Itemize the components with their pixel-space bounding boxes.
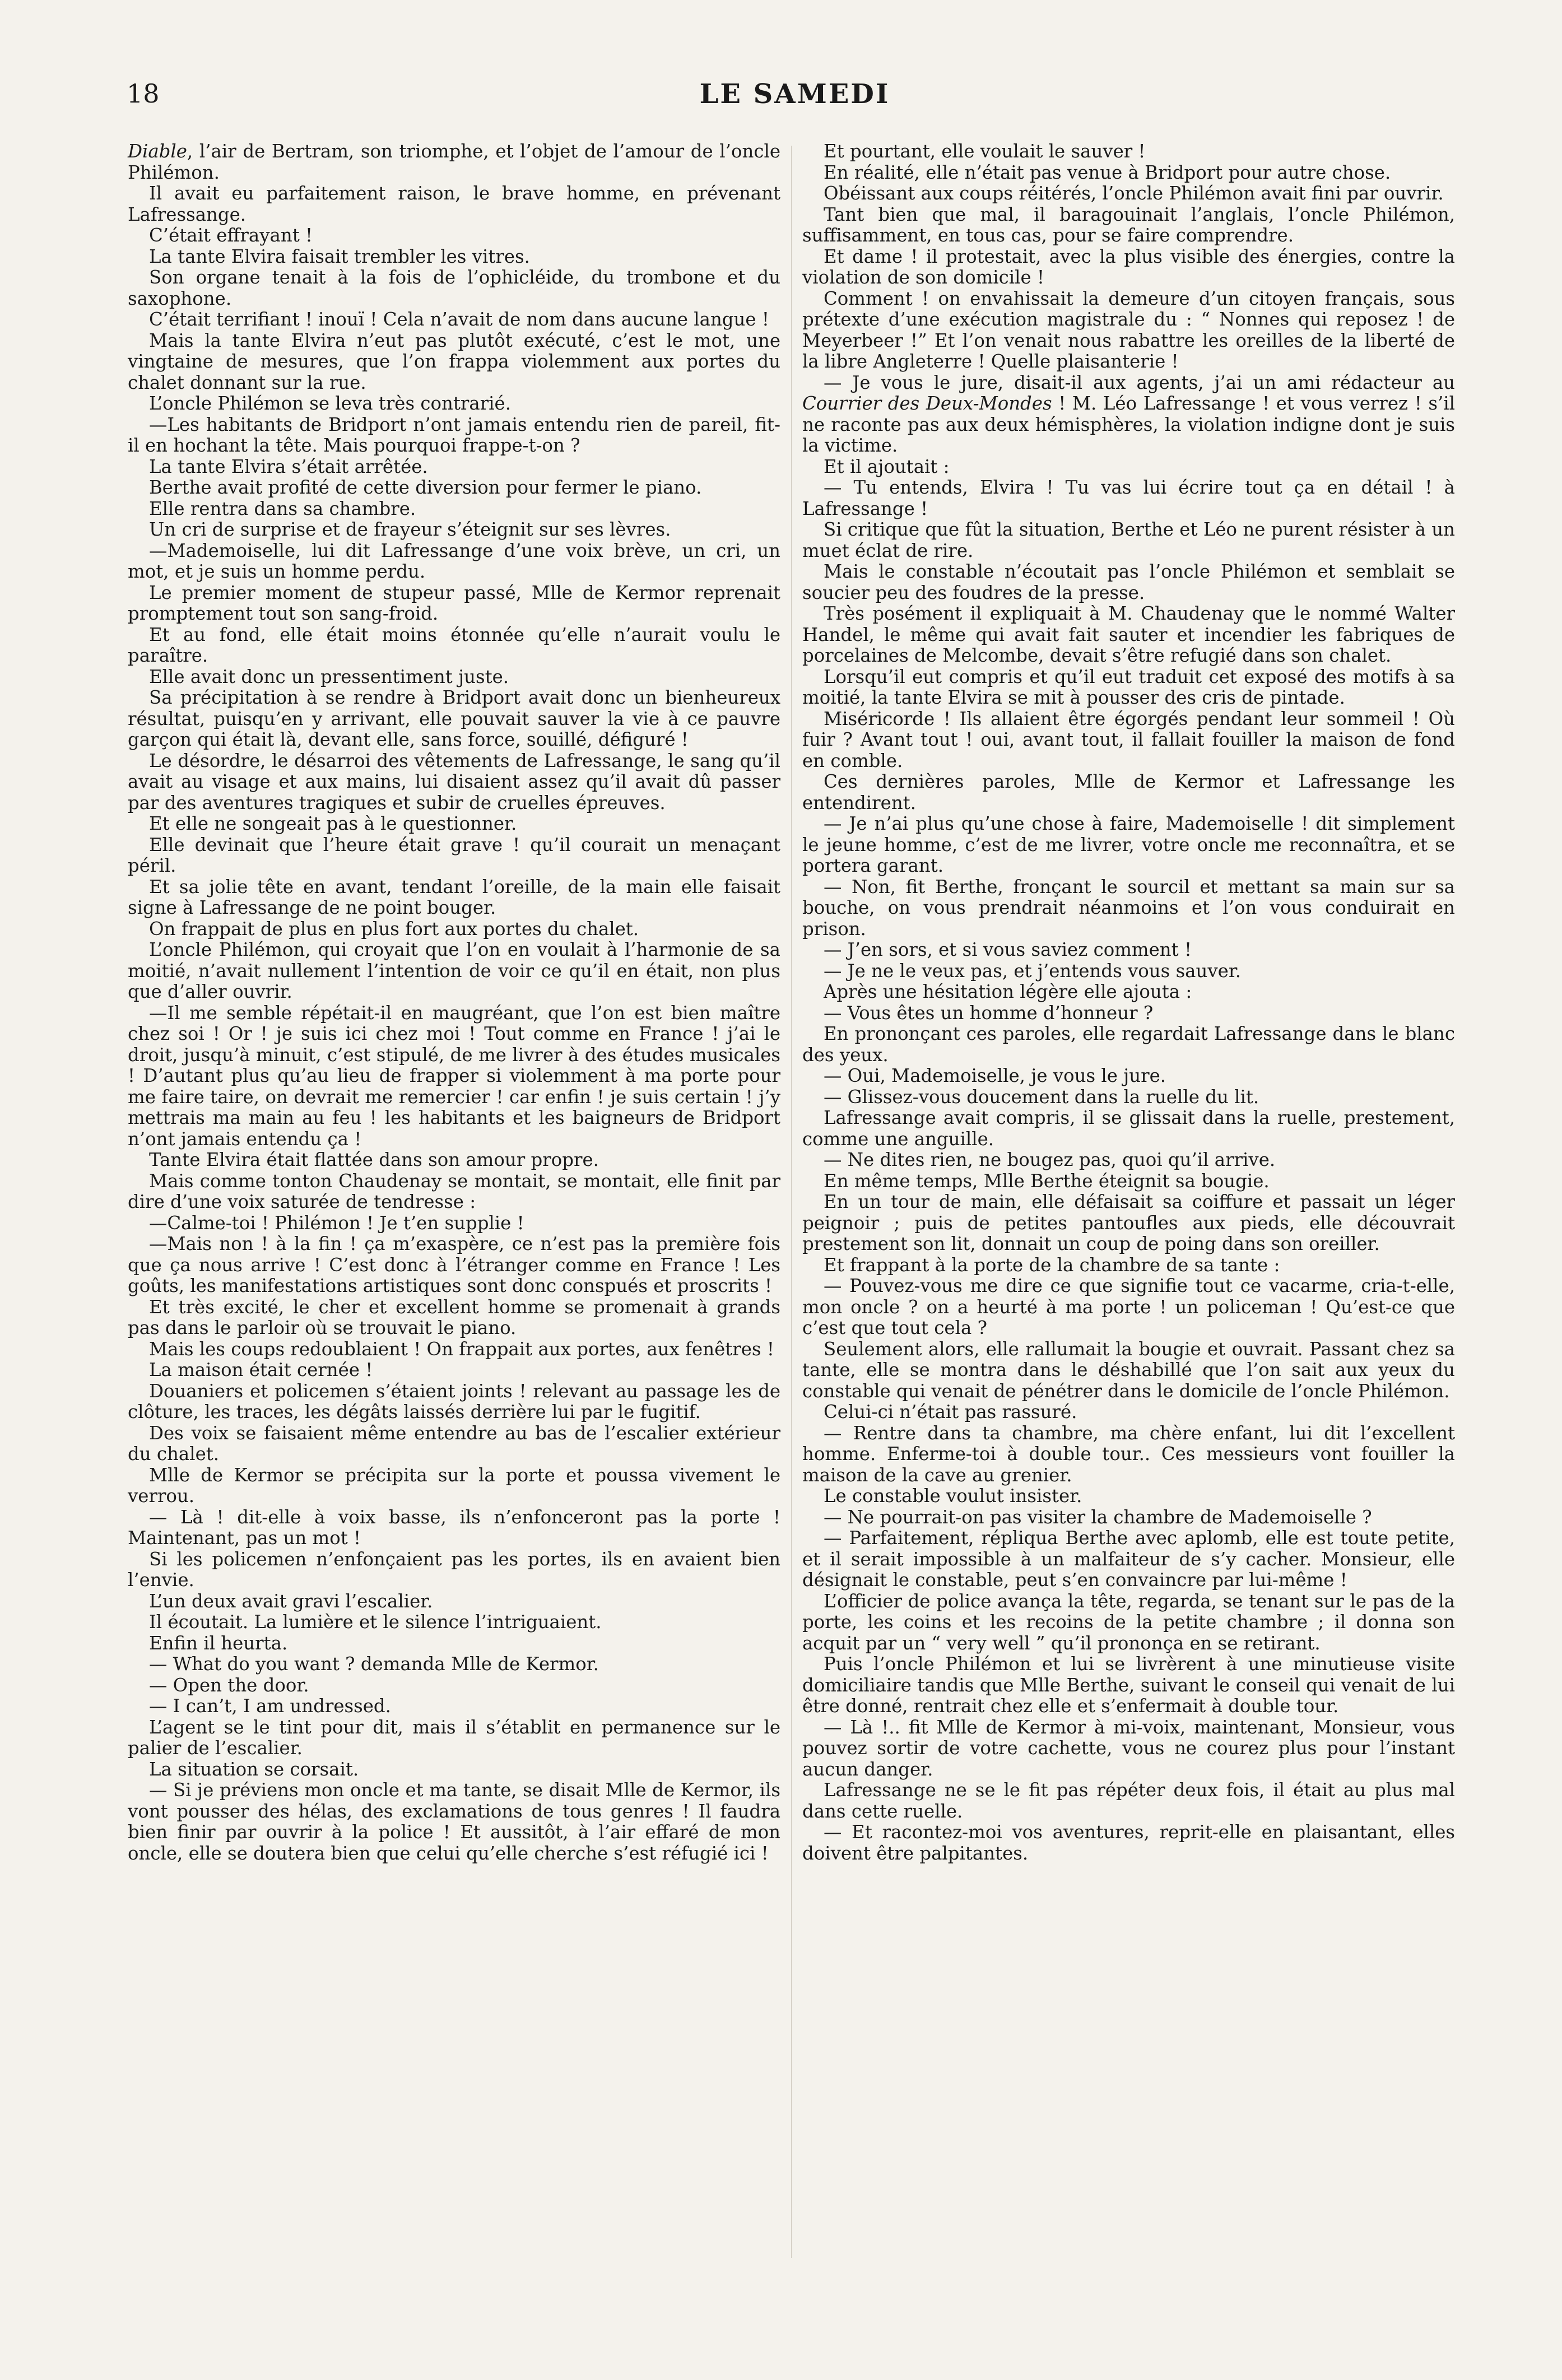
- paragraph: Sa précipitation à se rendre à Bridport avait donc un bienheureux résultat, puisqu’en y arrivant, elle pouvait sauver la vie à ce pauvre garçon qui était là, devant elle, sans force, souillé, défiguré !: [128, 687, 780, 750]
- paragraph: La situation se corsait.: [149, 1758, 359, 1780]
- paragraph: Des voix se faisaient même entendre au bas de l’escalier extérieur du chalet.: [128, 1422, 780, 1465]
- paragraph: — J’en sors, et si vous saviez comment !: [824, 939, 1192, 960]
- paragraph: Si les policemen n’enfonçaient pas les portes, ils en avaient bien l’envie.: [128, 1548, 780, 1591]
- paragraph: L’oncle Philémon, qui croyait que l’on en voulait à l’harmonie de sa moitié, n’avait nullement l’intention de voir ce qu’il en était, non plus que d’aller ouvrir.: [128, 939, 780, 1002]
- paragraph: — Parfaitement, répliqua Berthe avec aplomb, elle est toute petite, et il serait impossible à un malfaiteur de s’y cacher. Monsieur, elle désignait le constable, peut s’en convaincre par lui-même !: [802, 1527, 1455, 1591]
- paragraph: — Non, fit Berthe, fronçant le sourcil et mettant sa main sur sa bouche, on vous prendrait néanmoins et l’on vous conduirait en prison.: [802, 876, 1455, 940]
- paragraph: — Tu entends, Elvira ! Tu vas lui écrire tout ça en détail ! à Lafressange !: [802, 477, 1455, 519]
- paragraph: Elle avait donc un pressentiment juste.: [149, 666, 509, 687]
- paragraph: — I can’t, I am undressed.: [149, 1695, 391, 1717]
- paragraph: La maison était cernée !: [149, 1359, 373, 1380]
- paragraph: Mais les coups redoublaient ! On frappait aux portes, aux fenêtres !: [149, 1338, 774, 1360]
- page-number: 18: [127, 78, 160, 109]
- paragraph: C’était terrifiant ! inouï ! Cela n’avait de nom dans aucune langue !: [149, 309, 769, 330]
- paragraph: — Vous êtes un homme d’honneur ?: [824, 1002, 1154, 1024]
- paragraph: Miséricorde ! Ils allaient être égorgés pendant leur sommeil ! Où fuir ? Avant tout ! oui, avant tout, il fallait fouiller la maison de fond en comble.: [802, 708, 1455, 771]
- paragraph: — Je vous le jure, disait-il aux agents, j’ai un ami rédacteur au Courrier des Deux-Mondes ! M. Léo Lafressange ! et vous verrez ! s’il ne raconte pas aux deux hémisphères, la violation indigne dont je suis la victime.: [802, 371, 1455, 456]
- paragraph: En prononçant ces paroles, elle regardait Lafressange dans le blanc des yeux.: [802, 1023, 1455, 1066]
- paragraph: — Ne dites rien, ne bougez pas, quoi qu’il arrive.: [824, 1149, 1276, 1170]
- paragraph: Son organe tenait à la fois de l’ophicléide, du trombone et du saxophone.: [128, 267, 780, 309]
- paragraph: — Pouvez-vous me dire ce que signifie tout ce vacarme, cria-t-elle, mon oncle ? on a heurté à ma porte ! un policeman ! Qu’est-ce que c’est que tout cela ?: [802, 1275, 1455, 1338]
- paragraph: Lorsqu’il eut compris et qu’il eut traduit cet exposé des motifs à sa moitié, la tante Elvira se mit à pousser des cris de pintade.: [802, 666, 1455, 708]
- paragraph: Elle rentra dans sa chambre.: [149, 498, 416, 519]
- paragraph: L’agent se le tint pour dit, mais il s’établit en permanence sur le palier de l’escalier.: [128, 1716, 780, 1759]
- paragraph: En réalité, elle n’était pas venue à Bridport pour autre chose.: [824, 161, 1391, 183]
- paragraph: — Je n’ai plus qu’une chose à faire, Mademoiselle ! dit simplement le jeune homme, c’est de me livrer, votre oncle me reconnaîtra, et se portera garant.: [802, 813, 1455, 876]
- paragraph: L’officier de police avança la tête, regarda, se tenant sur le pas de la porte, les coins et les recoins de la petite chambre ; il donna son acquit par un “ very well ” qu’il prononça en se retirant.: [802, 1590, 1455, 1654]
- paragraph: —Mais non ! à la fin ! ça m’exaspère, ce n’est pas la première fois que ça nous arrive ! C’est donc à l’étranger comme en France ! Les goûts, les manifestations artistiques sont donc conspués et proscrits !: [128, 1233, 780, 1296]
- paragraph: Et sa jolie tête en avant, tendant l’oreille, de la main elle faisait signe à Lafressange de ne point bouger.: [128, 876, 780, 918]
- paragraph: On frappait de plus en plus fort aux portes du chalet.: [149, 918, 639, 940]
- paragraph: — Oui, Mademoiselle, je vous le jure.: [824, 1065, 1166, 1086]
- paragraph: En un tour de main, elle défaisait sa coiffure et passait un léger peignoir ; puis de petites pantoufles aux pieds, elle découvrait prestement son lit, donnait un coup de poing dans son oreiller.: [802, 1191, 1455, 1254]
- paragraph: L’oncle Philémon se leva très contrarié.: [149, 393, 512, 414]
- paragraph: Et très excité, le cher et excellent homme se promenait à grands pas dans le parloir où se trouvait le piano.: [128, 1296, 780, 1338]
- paragraph: Si critique que fût la situation, Berthe et Léo ne purent résister à un muet éclat de rire.: [802, 519, 1455, 561]
- paragraph: Enfin il heurta.: [149, 1632, 288, 1654]
- paragraph: Très posément il expliquait à M. Chaudenay que le nommé Walter Handel, le même qui avait fait sauter et incendier les fabriques de porcelaines de Melcombe, devait s’être refugié dans son chalet.: [802, 603, 1455, 666]
- paragraph: —Il me semble répétait-il en maugréant, que l’on est bien maître chez soi ! Or ! je suis ici chez moi ! Tout comme en France ! j’ai le droit, jusqu’à minuit, c’est stipulé, de me livrer à des études musicales ! D’autant plus qu’au lieu de frapper si violemment à ma porte pour me faire taire, on devrait me remercier ! car enfin ! je suis certain ! j’y mettrais ma main au feu ! les habitants et les baigneurs de Bridport n’ont jamais entendu ça !: [128, 1002, 780, 1150]
- paragraph: — Là ! dit-elle à voix basse, ils n’enfonceront pas la porte ! Maintenant, pas un mot !: [128, 1506, 780, 1549]
- paragraph: Mlle de Kermor se précipita sur la porte et poussa vivement le verrou.: [128, 1464, 780, 1507]
- paragraph: Un cri de surprise et de frayeur s’éteignit sur ses lèvres.: [149, 519, 671, 540]
- paragraph: —Mademoiselle, lui dit Lafressange d’une voix brève, un cri, un mot, et je suis un homme perdu.: [128, 540, 780, 582]
- paragraph: Mais la tante Elvira n’eut pas plutôt exécuté, c’est le mot, une vingtaine de mesures, que l’on frappa violemment aux portes du chalet donnant sur la rue.: [128, 329, 780, 393]
- paragraph: En même temps, Mlle Berthe éteignit sa bougie.: [824, 1170, 1270, 1192]
- paragraph: Le premier moment de stupeur passé, Mlle de Kermor reprenait promptement tout son sang-froid.: [128, 582, 780, 624]
- paragraph: Celui-ci n’était pas rassuré.: [824, 1401, 1077, 1423]
- paragraph: Elle devinait que l’heure était grave ! qu’il courait un menaçant péril.: [128, 834, 780, 876]
- paragraph: Mais comme tonton Chaudenay se montait, se montait, elle finit par dire d’une voix saturée de tendresse :: [128, 1170, 780, 1212]
- paragraph: Mais le constable n’écoutait pas l’oncle Philémon et semblait se soucier peu des foudres de la presse.: [802, 561, 1455, 603]
- paragraph: —Calme-toi ! Philémon ! Je t’en supplie !: [149, 1212, 524, 1234]
- paragraph: — Rentre dans ta chambre, ma chère enfant, lui dit l’excellent homme. Enferme-toi à double tour.. Ces messieurs vont fouiller la maison de la cave au grenier.: [802, 1422, 1455, 1486]
- paragraph: Ces dernières paroles, Mlle de Kermor et Lafressange les entendirent.: [802, 771, 1455, 814]
- paragraph: — Si je préviens mon oncle et ma tante, se disait Mlle de Kermor, ils vont pousser des hélas, des exclamations de tous genres ! Il faudra bien finir par ouvrir à la police ! Et aussitôt, à l’air effaré de mon oncle, elle se doutera bien que celui qu’elle cherche s’est réfugié ici !: [128, 1779, 780, 1864]
- paragraph: — What do you want ? demanda Mlle de Kermor.: [149, 1653, 599, 1675]
- paragraph: Il avait eu parfaitement raison, le brave homme, en prévenant Lafressange.: [128, 183, 780, 225]
- paragraph: Et il ajoutait :: [824, 455, 950, 477]
- paragraph: Tante Elvira était flattée dans son amour propre.: [149, 1149, 599, 1170]
- paragraph: Obéissant aux coups réitérés, l’oncle Philémon avait fini par ouvrir.: [824, 183, 1444, 204]
- paragraph: Seulement alors, elle rallumait la bougie et ouvrait. Passant chez sa tante, elle se montra dans le déshabillé que l’on sait aux yeux du constable qui venait de pénétrer dans le domicile de l’oncle Philémon.: [802, 1338, 1455, 1402]
- paragraph: Et dame ! il protestait, avec la plus visible des énergies, contre la violation de son domicile !: [802, 245, 1455, 288]
- paragraph: Berthe avait profité de cette diversion pour fermer le piano.: [149, 477, 702, 498]
- running-title: LE SAMEDI: [699, 78, 890, 110]
- paragraph: L’un deux avait gravi l’escalier.: [149, 1590, 433, 1612]
- paragraph: — Et racontez-moi vos aventures, reprit-elle en plaisantant, elles doivent être palpitantes.: [802, 1821, 1455, 1864]
- paragraph: Puis l’oncle Philémon et lui se livrèrent à une minutieuse visite domiciliaire tandis que Mlle Berthe, suivant le conseil qui venait de lui être donné, rentrait chez elle et s’enfermait à double tour.: [802, 1653, 1455, 1717]
- paragraph: Tant bien que mal, il baragouinait l’anglais, l’oncle Philémon, suffisamment, en tous cas, pour se faire comprendre.: [802, 203, 1455, 246]
- right-column: [802, 141, 1455, 1864]
- left-column: [128, 141, 780, 1864]
- paragraph: — Glissez-vous doucement dans la ruelle du lit.: [824, 1086, 1259, 1108]
- paragraph: La tante Elvira s’était arrêtée.: [149, 455, 428, 477]
- paragraph: Lafressange ne se le fit pas répéter deux fois, il était au plus mal dans cette ruelle.: [802, 1779, 1455, 1822]
- page-header: [127, 78, 1463, 123]
- paragraph: Il écoutait. La lumière et le silence l’intriguaient.: [149, 1611, 602, 1633]
- paragraph: Douaniers et policemen s’étaient joints ! relevant au passage les de clôture, les traces, les dégâts laissés derrière lui par le fugitif.: [128, 1380, 780, 1423]
- paragraph: — Open the door.: [149, 1674, 309, 1696]
- paragraph: Et au fond, elle était moins étonnée qu’elle n’aurait voulu le paraître.: [128, 624, 780, 666]
- paragraph: C’était effrayant !: [149, 225, 313, 246]
- paragraph: Comment ! on envahissait la demeure d’un citoyen français, sous prétexte d’une exécution magistrale du : “ Nonnes qui reposez ! de Meyerbeer !” Et l’on venait nous rabattre les oreilles de la liberté de la libre Angleterre ! Quelle plaisanterie !: [802, 287, 1455, 372]
- paragraph: Et elle ne songeait pas à le questionner.: [149, 813, 517, 834]
- paragraph: —Les habitants de Bridport n’ont jamais entendu rien de pareil, fit-il en hochant la tête. Mais pourquoi frappe-t-on ?: [128, 413, 780, 456]
- paragraph: — Ne pourrait-on pas visiter la chambre de Mademoiselle ?: [824, 1506, 1372, 1528]
- paragraph: Diable, l’air de Bertram, son triomphe, et l’objet de l’amour de l’oncle Philémon.: [128, 141, 780, 183]
- paragraph: Et frappant à la porte de la chambre de sa tante :: [824, 1254, 1280, 1276]
- paragraph: Lafressange avait compris, il se glissait dans la ruelle, prestement, comme une anguille.: [802, 1107, 1455, 1150]
- paragraph: Le désordre, le désarroi des vêtements de Lafressange, le sang qu’il avait au visage et aux mains, lui disaient assez qu’il avait dû passer par des aventures tragiques et subir de cruelles épreuves.: [128, 750, 780, 814]
- paragraph: Après une hésitation légère elle ajouta :: [824, 981, 1192, 1002]
- paragraph: La tante Elvira faisait trembler les vitres.: [149, 245, 530, 267]
- paragraph: Le constable voulut insister.: [824, 1485, 1082, 1507]
- paragraph: — Je ne le veux pas, et j’entends vous sauver.: [824, 960, 1242, 982]
- paragraph: Et pourtant, elle voulait le sauver !: [824, 141, 1146, 162]
- paragraph: — Là !.. fit Mlle de Kermor à mi-voix, maintenant, Monsieur, vous pouvez sortir de votre cachette, vous ne courez plus pour l’instant aucun danger.: [802, 1716, 1455, 1780]
- column-divider: [791, 146, 792, 2258]
